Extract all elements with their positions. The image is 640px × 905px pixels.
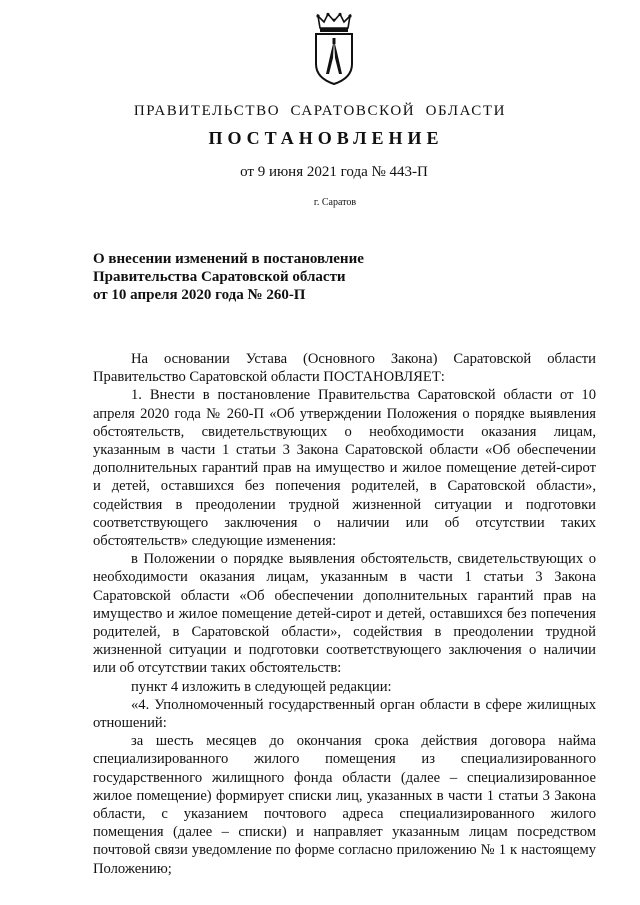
subject-line: от 10 апреля 2020 года № 260-П: [93, 287, 306, 303]
body-paragraph: за шесть месяцев до окончания срока действия договора найма специализированного жилого помещения из специализированного государственного жилищного фонда области (далее – специализированное жилое помещение) формирует списки лиц, указанных в части 1 статьи 3 Закона области, с указанием почтового адреса специализированного жилого помещения (далее – списки) и направляет указанным лицам посредством почтовой связи уведомление по форме согласно приложению № 1 к настоящему Положению;: [93, 733, 596, 877]
body-paragraph: 1. Внести в постановление Правительства Саратовской области от 10 апреля 2020 года № 260-П «Об утверждении Положения о порядке выявления обстоятельств, свидетельствующих о необходимости оказания лицам, указанным в части 1 статьи 3 Закона Саратовской области «Об обеспечении дополнительных гарантий прав на имущество и жилое помещение детей-сирот и детей, оставшихся без попечения родителей, в Саратовской области», содействия в преодолении трудной жизненной ситуации и подготовки соответствующего заключения о наличии или об отсутствии таких обстоятельств» следующие изменения:: [93, 387, 596, 550]
document-body: [93, 350, 596, 878]
document-city: г. Саратов: [313, 197, 357, 208]
government-name: ПРАВИТЕЛЬСТВО САРАТОВСКОЙ ОБЛАСТИ: [133, 103, 507, 119]
subject-line: О внесении изменений в постановление: [93, 251, 364, 267]
document-type-title: ПОСТАНОВЛЕНИЕ: [208, 128, 444, 148]
body-paragraph: в Положении о порядке выявления обстоятельств, свидетельствующих о необходимости оказания лицам, указанным в части 1 статьи 3 Закона Саратовской области «Об обеспечении дополнительных гарантий прав на имущество и жилое помещение детей-сирот и детей, оставшихся без попечения родителей, в Саратовской области», содействия в преодолении трудной жизненной ситуации и подготовки соответствующего заключения о наличии или об отсутствии таких обстоятельств:: [93, 551, 596, 677]
body-paragraph: На основании Устава (Основного Закона) Саратовской области Правительство Саратовской области ПОСТАНОВЛЯЕТ:: [93, 351, 596, 386]
coat-of-arms-icon: [312, 12, 356, 86]
document-date-number: от 9 июня 2021 года № 443-П: [240, 164, 428, 180]
document-subject: [93, 250, 413, 304]
subject-line: Правительства Саратовской области: [93, 269, 346, 285]
body-paragraph: пункт 4 изложить в следующей редакции:: [131, 678, 392, 695]
body-paragraph: «4. Уполномоченный государственный орган области в сфере жилищных отношений:: [93, 696, 596, 732]
